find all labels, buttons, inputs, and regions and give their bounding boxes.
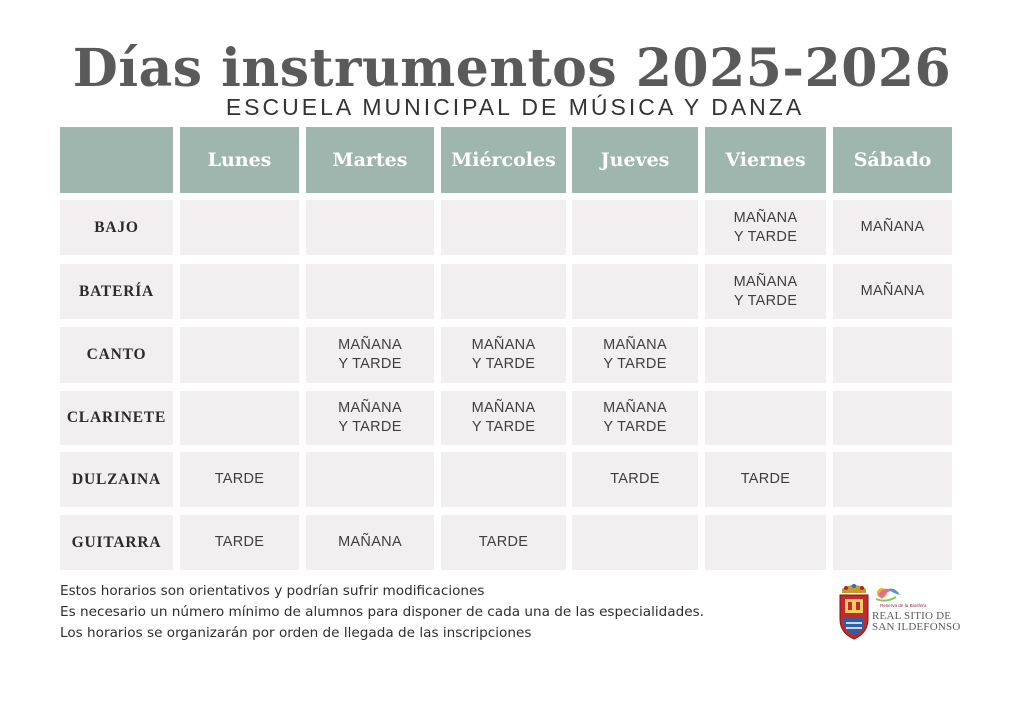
schedule-text: TARDE [478, 534, 529, 550]
page-title: Días instrumentos 2025-2026 [72, 38, 952, 99]
schedule-cell [833, 452, 952, 507]
municipal-logo [836, 583, 961, 647]
day-header: Jueves [572, 127, 698, 193]
day-header: Lunes [180, 127, 299, 193]
biosphere-label: Reserva de la Biosfera [880, 603, 927, 608]
schedule-text: Y TARDE [338, 356, 402, 372]
schedule-cell [180, 515, 299, 570]
schedule-text: Y TARDE [603, 356, 667, 372]
schedule-text: Y TARDE [471, 419, 536, 435]
schedule-text: MAÑANA [338, 534, 402, 550]
schedule-cell [180, 327, 299, 383]
schedule-cell [833, 391, 952, 445]
schedule-cell [705, 452, 826, 507]
schedule-cell [705, 264, 826, 319]
schedule-cell [572, 391, 698, 445]
schedule-cell [833, 264, 952, 319]
day-header: Miércoles [441, 127, 566, 193]
note-line: Es necesario un número mínimo de alumnos para disponer de cada una de las especialidades. [60, 604, 704, 620]
schedule-cell [180, 452, 299, 507]
schedule-cell [705, 327, 826, 383]
logo-text [872, 610, 961, 633]
instrument-label: BATERÍA [60, 264, 173, 319]
logo-line-2: SAN ILDEFONSO [872, 621, 961, 633]
schedule-cell [180, 264, 299, 319]
schedule-text: MAÑANA [603, 337, 667, 353]
instrument-label: CLARINETE [60, 391, 173, 445]
schedule-cell [833, 200, 952, 255]
logo-line-1: REAL SITIO DE [872, 610, 952, 622]
day-header: Viernes [705, 127, 826, 193]
schedule-text: TARDE [610, 471, 660, 487]
schedule-cell [572, 264, 698, 319]
schedule-cell [306, 264, 434, 319]
schedule-cell [833, 515, 952, 570]
schedule-text: Y TARDE [733, 228, 798, 245]
schedule-cell [572, 327, 698, 383]
schedule-text: MAÑANA [733, 273, 798, 290]
instrument-label: DULZAINA [60, 452, 173, 507]
schedule-text: MAÑANA [733, 209, 798, 226]
schedule-cell [306, 452, 434, 507]
schedule-cell [306, 391, 434, 445]
schedule-text: MAÑANA [471, 337, 536, 353]
instrument-label: CANTO [60, 327, 173, 383]
schedule-text: MAÑANA [860, 283, 925, 299]
schedule-cell [572, 452, 698, 507]
schedule-cell [572, 200, 698, 255]
schedule-cell [306, 200, 434, 255]
schedule-cell [441, 200, 566, 255]
schedule-text: Y TARDE [733, 292, 798, 309]
footer-notes [60, 581, 704, 644]
note-line: Los horarios se organizarán por orden de llegada de las inscripciones [60, 625, 532, 641]
schedule-cell [180, 200, 299, 255]
schedule-cell [705, 515, 826, 570]
schedule-text: MAÑANA [338, 337, 402, 353]
schedule-cell [441, 452, 566, 507]
schedule-cell [705, 391, 826, 445]
coat-of-arms-icon [836, 583, 872, 643]
schedule-text: MAÑANA [860, 219, 925, 235]
schedule-text: TARDE [214, 534, 265, 550]
instrument-label: BAJO [60, 200, 173, 255]
schedule-cell [572, 515, 698, 570]
schedule-text: TARDE [214, 471, 265, 487]
schedule-text: MAÑANA [471, 400, 536, 416]
schedule-text: MAÑANA [603, 400, 667, 416]
instrument-label: GUITARRA [60, 515, 173, 570]
header-corner [60, 127, 173, 193]
schedule-text: Y TARDE [338, 419, 402, 435]
schedule-cell [441, 264, 566, 319]
schedule-cell [441, 391, 566, 445]
schedule-text: Y TARDE [471, 356, 536, 372]
note-line: Estos horarios son orientativos y podrían sufrir modificaciones [60, 583, 485, 599]
schedule-text: TARDE [740, 471, 791, 487]
schedule-cell [306, 327, 434, 383]
schedule-cell [306, 515, 434, 570]
page-subtitle: ESCUELA MUNICIPAL DE MÚSICA Y DANZA [225, 94, 805, 120]
day-header: Martes [306, 127, 434, 193]
schedule-cell [441, 515, 566, 570]
schedule-text: MAÑANA [338, 400, 402, 416]
schedule-text: Y TARDE [603, 419, 667, 435]
schedule-cell [441, 327, 566, 383]
schedule-cell [833, 327, 952, 383]
day-header: Sábado [833, 127, 952, 193]
schedule-cell [180, 391, 299, 445]
schedule-cell [705, 200, 826, 255]
